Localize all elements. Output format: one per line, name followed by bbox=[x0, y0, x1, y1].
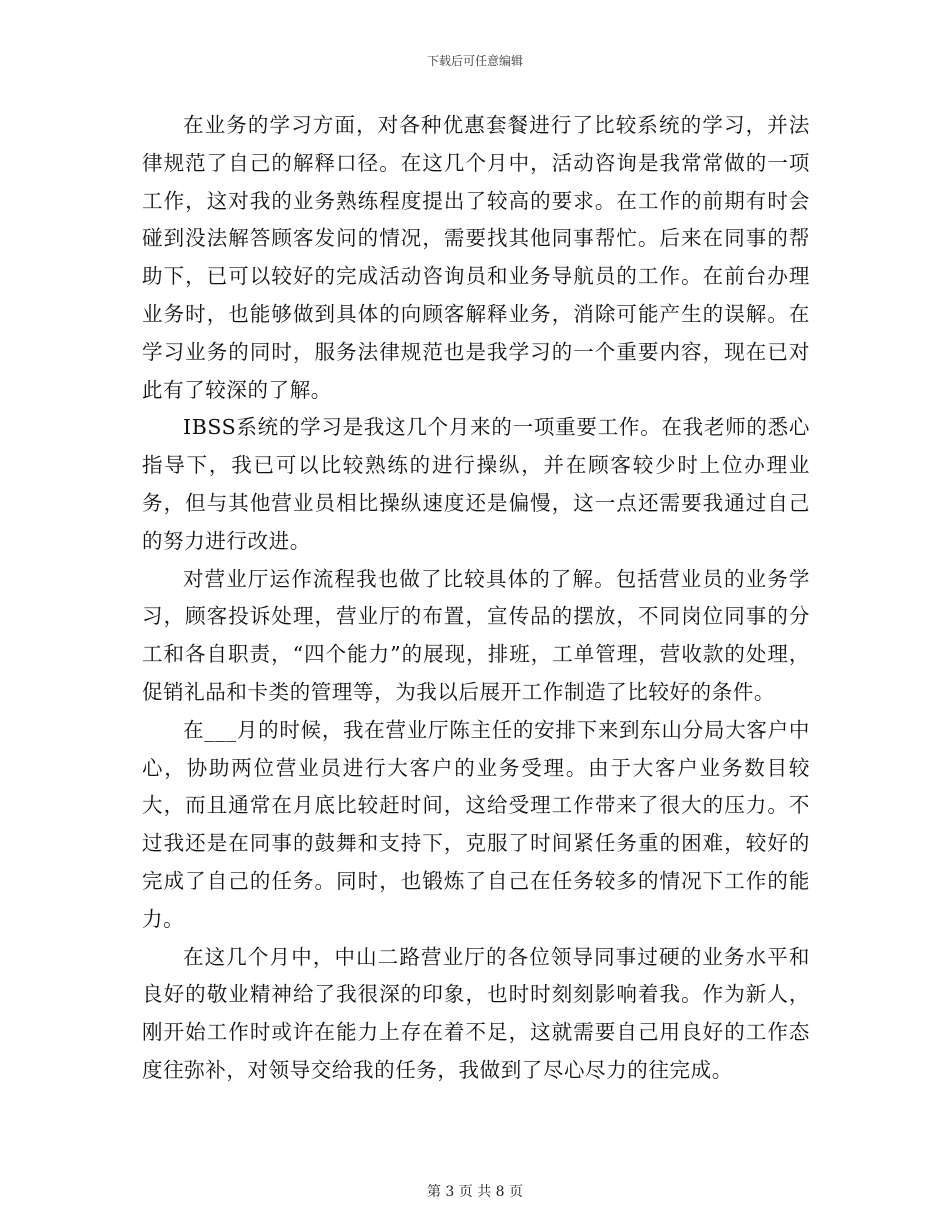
paragraph-3: 对营业厅运作流程我也做了比较具体的了解。包括营业员的业务学习，顾客投诉处理，营业厅的布置，宣传品的摆放，不同岗位同事的分工和各自职责，“四个能力”的展现，排班，工单管理，营收款的处理，促销礼品和卡类的管理等，为我以后展开工作制造了比较好的条件。 bbox=[142, 566, 810, 704]
paragraph-2: IBSS系统的学习是我这几个月来的一项重要工作。在我老师的悉心指导下，我已可以比较熟练的进行操纵，并在顾客较少时上位办理业务，但与其他营业员相比操纵速度还是偏慢，这一点还需要我通过自己的努力进行改进。 bbox=[142, 415, 810, 553]
paragraph-4: 在___月的时候，我在营业厅陈主任的安排下来到东山分局大客户中心，协助两位营业员进行大客户的业务受理。由于大客户业务数目较大，而且通常在月底比较赶时间，这给受理工作带来了很大的压力。不过我还是在同事的鼓舞和支持下，克服了时间紧任务重的困难，较好的完成了自己的任务。同时，也锻炼了自己在任务较多的情况下工作的能力。 bbox=[142, 717, 810, 931]
page-header: 下载后可任意编辑 bbox=[426, 54, 523, 68]
document-body bbox=[142, 107, 810, 1090]
paragraph-5: 在这几个月中，中山二路营业厅的各位领导同事过硬的业务水平和良好的敬业精神给了我很深的印象，也时时刻刻影响着我。作为新人，刚开始工作时或许在能力上存在着不足，这就需要自己用良好的工作态度往弥补，对领导交给我的任务，我做到了尽心尽力的往完成。 bbox=[142, 944, 810, 1082]
page-footer: 第 3 页 共 8 页 bbox=[426, 1184, 524, 1200]
paragraph-1: 在业务的学习方面，对各种优惠套餐进行了比较系统的学习，并法律规范了自己的解释口径。在这几个月中，活动咨询是我常常做的一项工作，这对我的业务熟练程度提出了较高的要求。在工作的前期有时会碰到没法解答顾客发问的情况，需要找其他同事帮忙。后来在同事的帮助下，已可以较好的完成活动咨询员和业务导航员的工作。在前台办理业务时，也能够做到具体的向顾客解释业务，消除可能产生的误解。在学习业务的同时，服务法律规范也是我学习的一个重要内容，现在已对此有了较深的了解。 bbox=[142, 113, 810, 402]
